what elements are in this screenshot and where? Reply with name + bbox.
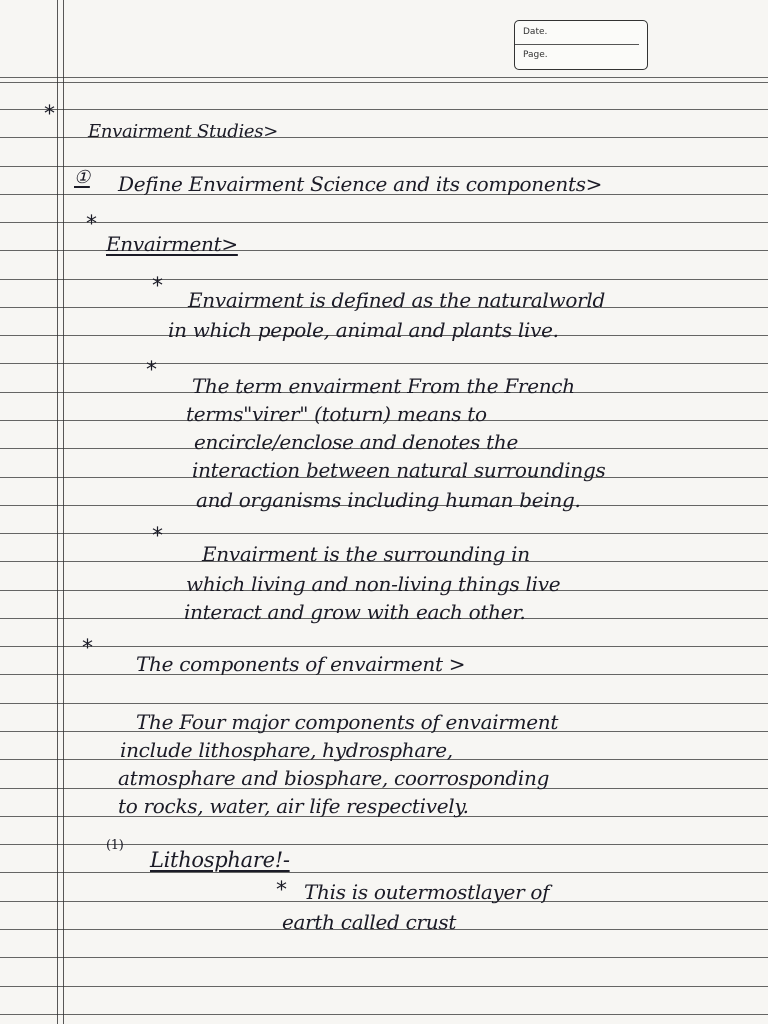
page-label: Page. [523, 50, 548, 60]
litho-line: earth called crust [282, 910, 457, 934]
point2-line: and organisms including human being. [196, 488, 581, 512]
ruled-line [0, 646, 768, 647]
point3-line: interact and grow with each other. [184, 600, 526, 624]
ruled-line [0, 279, 768, 280]
point1-line: in which pepole, animal and plants live. [168, 318, 559, 342]
ruled-line [0, 986, 768, 987]
asterisk-bullet: * [152, 524, 163, 549]
ruled-line [0, 363, 768, 364]
ruled-line [0, 166, 768, 167]
asterisk-bullet: * [146, 358, 157, 383]
ruled-line [0, 222, 768, 223]
ruled-line [0, 109, 768, 110]
asterisk-bullet: * [82, 636, 93, 661]
point3-line: which living and non-living things live [186, 572, 561, 596]
date-label: Date. [523, 27, 548, 37]
section-heading-components: The components of envairment > [136, 652, 466, 676]
date-page-box [514, 20, 648, 70]
notes-title: Envairment Studies> [88, 121, 278, 142]
asterisk-bullet: * [152, 274, 163, 299]
point2-line: encircle/enclose and denotes the [194, 430, 519, 454]
margin-line [57, 0, 58, 1024]
components-line: atmosphare and biosphare, coorrosponding [118, 766, 550, 790]
components-line: The Four major components of envairment [136, 710, 559, 734]
ruled-line [0, 703, 768, 704]
components-line: to rocks, water, air life respectively. [118, 794, 469, 818]
asterisk-bullet: * [86, 212, 97, 237]
point2-line: terms"virer" (toturn) means to [186, 402, 487, 426]
margin-line [63, 0, 64, 1024]
ruled-line [0, 533, 768, 534]
ruled-line [0, 1014, 768, 1015]
asterisk-bullet: * [44, 102, 55, 127]
components-line: include lithosphare, hydrosphare, [120, 738, 453, 762]
question-text: Define Envairment Science and its components> [118, 172, 603, 196]
question-number: ① [74, 167, 90, 188]
point3-line: Envairment is the surrounding in [202, 542, 530, 566]
item-number: (1) [106, 838, 124, 853]
date-page-divider [515, 44, 639, 45]
ruled-line [0, 77, 768, 78]
ruled-line [0, 872, 768, 873]
section-heading-envairment: Envairment> [106, 232, 238, 256]
point1-line: Envairment is defined as the naturalworld [188, 288, 605, 312]
litho-line: This is outermostlayer of [304, 880, 550, 904]
point2-line: interaction between natural surroundings [192, 458, 606, 482]
ruled-line [0, 957, 768, 958]
asterisk-bullet: * [276, 878, 287, 903]
lithosphare-heading: Lithosphare!- [150, 848, 290, 872]
point2-line: The term envairment From the French [192, 374, 575, 398]
ruled-line [0, 82, 768, 83]
